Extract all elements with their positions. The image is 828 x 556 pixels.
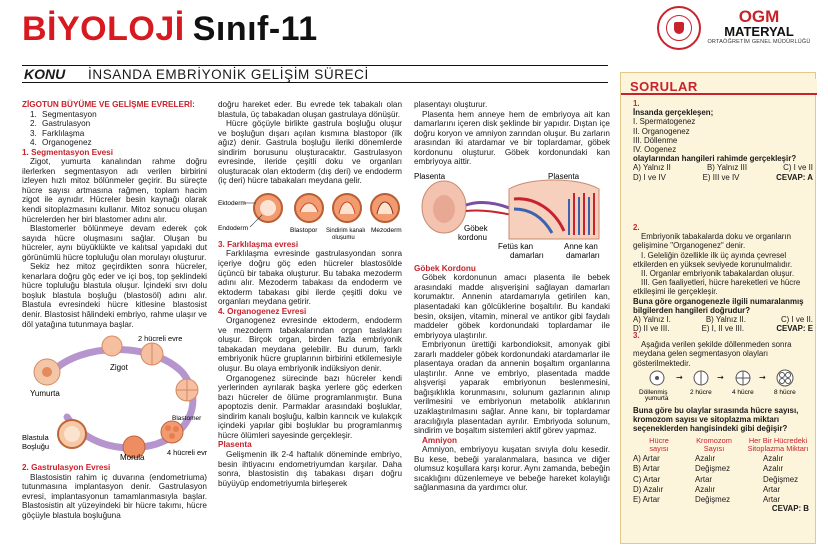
questions-header xyxy=(621,79,817,95)
label-blastomer: Blastomer xyxy=(172,415,202,423)
options-row xyxy=(633,315,813,324)
stage-list-item xyxy=(22,119,207,129)
label-zygote: Zigot xyxy=(110,363,128,373)
paragraph: Embriyonun ürettiği karbondioksit, amonyak gibi zararlı maddeler göbek kordonundaki atardamarlar ile plasentaya oradan da annenin boşaltım organlarına ulaştırılır. Anne ve embriyo, plasentada madde alışverişi yaparak embriyonun beslenmesini, bağışıklıkla korunmasını, solunum gazlarının alınıp verilmesini ve embriyonun metabolik atıklarının uzaklaştırılmasını sağlar. Anne kanı, bir toplardamar aracılığıyla plasentadan ayrılır. Embriyoda solunum, sindirim ve boşaltım sistemleri aktif görev yapmaz. xyxy=(414,340,610,436)
option[interactable]: A) Yalnız II xyxy=(633,163,671,173)
table-cell: Azalır xyxy=(695,454,716,464)
paragraph: Blastosistin rahim iç duvarına (endometriuma) tutunmasına implantasyon denir. Gastrulasyon evresi, implantasyonun tamamlanmasıyla başlar. Blastosistin alt yüzeyindeki bir hücre takımı, hücre göçüyle blastula boşluğuna xyxy=(22,472,207,520)
page-title xyxy=(22,10,318,49)
question-number: 3. xyxy=(633,331,640,340)
paragraph: Organogenez sürecinde bazı hücreler kendi yerlerinden ayrılarak başka yerlere göç ederken bazı hücreler de ölüme programlanmıştır. Buna apoptozis denir. Parmaklar arasındaki boşluklar, sindirim kanalı boşluğu, kalbin karıncık ve kulakçık içindeki yapılar gibi boşluklar bu programlanmış hücre ölümleri sayesinde gerçekleşir. xyxy=(218,373,402,440)
list-number: 2. xyxy=(30,119,37,129)
question-item: I. Spermatogenez xyxy=(633,117,696,127)
table-cell: Artar xyxy=(695,474,713,484)
text-column-2 xyxy=(218,100,402,488)
option[interactable]: C) I ve II. xyxy=(780,315,813,325)
question-item: III. Gen faaliyetleri, hücre hareketleri ve hücre etkileşimi ile gerçekleşir. xyxy=(633,278,801,297)
option[interactable]: D) I ve IV xyxy=(633,172,666,182)
option[interactable]: B) Yalnız III xyxy=(706,163,748,173)
list-number: 3. xyxy=(30,128,37,138)
question-2 xyxy=(633,223,813,333)
question-ask: olaylarından hangileri rahimde gerçekleşir? xyxy=(633,154,797,164)
label-ectoderm: Ektoderm xyxy=(218,199,246,207)
svg-text:→: → xyxy=(759,372,766,382)
answer-key: CEVAP: A xyxy=(776,172,813,182)
paragraph: Farklılaşma evresinde gastrulasyondan sonra içeriye doğru göç eden hücreler blastosölde üçüncü bir tabaka oluşturur. Bu tabaka mezoderm adını alır. Mezoderm tabakası da endoderm ve ektoderm tabakası gibi ilerde çeşitli doku ve organları meydana getirir. xyxy=(218,249,402,307)
paragraph: Hücre göçüyle birlikte gastrula boşluğu oluşur ve boşluğun dışarı açılan kısmına blastopor (ilk ağız) denir. Gastrula boşluğu ileriki dönemlerde sindirim borusunu oluşturacaktır. Gastrulasyon evresinde, ileride çeşitli doku ve organları oluşturacak olan ektoderm (dış deri) ve endoderm (iç deri) hücre tabakaları meydana gelir. xyxy=(218,119,402,186)
paragraph: Amniyon, embriyoyu kuşatan sıvıyla dolu kesedir. Bu kese, bebeği yaralanmalara, basınca ve diğer olumsuz koşullara karşı korur. Aynı zamanda, bebeğin sıcaklığını düzenlemeye ve bebeğe hareket kolaylığı sağlanmasına da yardımcı olur. xyxy=(414,445,610,493)
table-cell: Artar xyxy=(763,495,781,505)
label-maternal-vessels: Anne kan damarları xyxy=(564,241,600,260)
gastrulation-figure xyxy=(218,190,402,240)
question-number: 2. xyxy=(633,223,640,232)
paragraph: Plasenta hem anneye hem de embriyoya ait kan damarlarını içeren disk şeklinde bir yapıdır. Dıştan içe doğru koryon ve amniyon zarından oluşur. Bu zarların arasından iki atardamar ve bir toplardamar, göbek kordonunu oluşturur. Göbek kordonundaki kan embriyoya aittir. xyxy=(414,109,610,167)
option[interactable]: D) Azalır xyxy=(633,484,664,494)
list-text: Organogenez xyxy=(42,138,92,148)
placenta-diagram xyxy=(414,169,610,261)
brand-line2: MATERYAL xyxy=(724,24,794,39)
subheading-placenta: Plasenta xyxy=(218,440,252,450)
svg-text:→: → xyxy=(676,372,683,382)
stage-list-item xyxy=(22,110,207,120)
subheading-amnion: Amniyon xyxy=(422,435,458,445)
table-header: Kromozom Sayısı xyxy=(696,435,732,453)
question-item: III. Döllenme xyxy=(633,135,678,145)
text-column-1 xyxy=(22,100,207,520)
table-header: Her Bir Hücredeki Sitoplazma Miktarı xyxy=(747,435,809,453)
table-header: Hücre sayısı xyxy=(649,435,669,453)
label-blastopore: Blastopor xyxy=(290,226,318,234)
paragraph: Zigot, yumurta kanalından rahme doğru ilerlerken segmentasyon adı verilen birbirini izleyen hızlı mitoz bölünmeler geçirir. Bu süreçte hücre sayısı artmasına rağmen, toplam hacim zigot ile aynıdır. Hücreler besin kaynağı olarak kendi sitoplazmasını kullanır. Mitoz sonucu oluşan hücrelerden her biri blastomer adını alır. xyxy=(22,157,207,224)
label-two-cell: 2 hücreli evre xyxy=(138,334,183,344)
topic-label: KONU xyxy=(24,66,66,82)
option[interactable]: D) II ve III. xyxy=(633,324,670,334)
stage-list-item xyxy=(22,129,207,139)
stage-list-item xyxy=(22,138,207,148)
option[interactable]: A) Yalnız I. xyxy=(633,315,671,325)
ministry-seal-icon xyxy=(657,6,701,50)
option[interactable]: C) I ve II xyxy=(783,163,813,173)
question-intro: İnsanda gerçekleşen; xyxy=(633,108,714,118)
list-number: 4. xyxy=(30,138,37,148)
placenta-figure xyxy=(414,169,610,261)
options-row xyxy=(633,163,813,172)
question-item: II. Organlar embriyonik tabakalardan oluşur. xyxy=(641,269,795,279)
label-morula: Morula xyxy=(120,453,145,461)
list-text: Gastrulasyon xyxy=(42,119,91,129)
paragraph: Blastomerler bölünmeye devam ederek çok sayıda hücre oluşmasını sağlar. Oluşan bu hücreler, aynı büyüklükte ve kalıtsal yapıdaki dut görünümlü hücre topluluğu olan morulayı oluşturur. xyxy=(22,224,207,262)
table-cell: Azalır xyxy=(695,484,716,494)
question-1 xyxy=(633,99,813,182)
table-cell: Değişmez xyxy=(695,464,731,474)
question-ask: Buna göre bu olaylar sırasında hücre sayısı, kromozom sayısı ve sitoplazma miktarı seçeneklerden hangisindeki gibi değişir? xyxy=(633,406,799,434)
text-column-3 xyxy=(414,100,610,493)
brand-line1: OGM xyxy=(738,7,780,26)
question-intro: Embriyonik tabakalarda doku ve organların gelişimine "Organogenez" denir. xyxy=(633,232,792,251)
answer-key: CEVAP: B xyxy=(771,504,809,514)
title-subject: BİYOLOJİ xyxy=(22,10,185,48)
label-placenta-right: Plasenta xyxy=(548,171,580,181)
table-cell: Azalır xyxy=(763,464,784,474)
label-endoderm: Endoderm xyxy=(218,224,248,232)
option[interactable]: E) III ve IV xyxy=(702,172,740,182)
paragraph: Organogenez evresinde ektoderm, endoderm ve mezoderm tabakalarından organ taslakları oluşur. Birçok organ, birden fazla embriyonik tabakadan meydana gelebilir. Bu durum, farklı embriyonik hücre gruplarının birbirini etkilemesiyle oluşur. Bu olaya embriyonik indüksiyon denir. xyxy=(218,316,402,374)
option[interactable]: A) Artar xyxy=(633,454,660,464)
brand-line3: ORTAÖĞRETİM GENEL MÜDÜRLÜĞÜ xyxy=(707,39,811,45)
stage-label: 8 hücre xyxy=(774,388,796,396)
subheading-umbilical: Göbek Kordonu xyxy=(414,263,476,273)
option[interactable]: E) I, II ve III. xyxy=(701,324,745,334)
questions-title: SORULAR xyxy=(630,79,698,94)
option[interactable]: B) Artar xyxy=(633,464,660,474)
subheading-differentiation: 3. Farklılaşma evresi xyxy=(218,239,299,249)
questions-panel xyxy=(620,72,816,544)
brand-logo xyxy=(706,8,812,45)
question-ask: Buna göre organogenezle ilgili numaralanmış bilgilerden hangileri doğrudur? xyxy=(633,296,804,315)
stage-label: Döllenmiş yumurta xyxy=(639,388,669,402)
option[interactable]: E) Artar xyxy=(633,495,660,505)
subheading-segmentation: 1. Segmentasyon Evesi xyxy=(22,147,114,157)
topic-title: İNSANDA EMBRİYONİK GELİŞİM SÜRECİ xyxy=(88,67,369,82)
title-grade: Sınıf-11 xyxy=(192,10,318,48)
stage-label: 4 hücre xyxy=(732,388,754,396)
question-intro: Aşağıda verilen şekilde döllenmeden sonra meydana gelen segmentasyon olayları gösterilmektedir. xyxy=(633,340,792,368)
list-text: Segmentasyon xyxy=(42,109,97,119)
label-four-cell: 4 hücreli evre xyxy=(167,448,207,458)
topic-bar xyxy=(22,65,608,83)
list-text: Farklılaşma xyxy=(42,128,85,138)
paragraph: plasentayı oluşturur. xyxy=(414,100,488,109)
label-egg: Yumurta xyxy=(30,389,60,399)
answer-table xyxy=(633,437,813,505)
gastrulation-diagram xyxy=(218,190,402,240)
question-item: IV. Oogenez xyxy=(633,145,677,155)
paragraph: Gelişmenin ilk 2-4 haftalık döneminde embriyo, besin ihtiyacını endometriyumdan karşılar. Daha sonra, blastosistin dış tabakası dışarı doğru büyüyüp endometriyumla birleşerek xyxy=(218,449,402,488)
table-cell: Değişmez xyxy=(763,474,799,484)
question-items xyxy=(633,117,813,154)
label-umbilical-cord: Göbek kordonu xyxy=(458,223,488,242)
table-cell: Değişmez xyxy=(695,495,731,505)
label-fetal-vessels: Fetüs kan damarları xyxy=(498,241,544,260)
stage-label: 2 hücre xyxy=(690,388,712,396)
table-cell: Azalır xyxy=(763,454,784,464)
stage-list xyxy=(22,110,207,148)
segmentation-figure xyxy=(22,332,207,460)
paragraph: Göbek kordonunun amacı plasenta ile bebek arasındaki madde alışverişini sağlayan damarları korumaktır. Annenin atardamarıyla getirilen kan, plasentadaki kan gölcüklerine boşaltılır. Bu kandaki besin, oksijen, vitamin, mineral ve antikor gibi faydalı maddeler göbek kordonundaki toplardamar ile embriyoya ulaştırılır. xyxy=(414,273,610,340)
segmentation-diagram xyxy=(22,332,207,460)
page-header xyxy=(0,0,828,62)
option[interactable]: C) Artar xyxy=(633,474,661,484)
question-3 xyxy=(633,331,813,513)
svg-text:→: → xyxy=(717,372,724,382)
question-item: I. Geleliğin özellikle ilk üç ayında çevresel etkilerden en yüksek seviyede korunulmalıdır. xyxy=(633,250,793,269)
paragraph: doğru hareket eder. Bu evrede tek tabakalı olan blastula, üç tabakadan oluşan gastrulaya dönüşür. xyxy=(218,100,402,119)
paragraph: Sekiz hez mitoz geçirdikten sonra hücreler, kenarlara doğru göç eder ve içi boş, top şeklindeki hücre topluluğu blastula oluşur. İçindeki sıvı dolu boşluk blastula boşluğu (blastosöl) adını alır. Blastula evresindeki hücre kitlesine blastosist denir. Blastosist hâlindeki embriyo, rahme ulaşır ve döl yatağına tutunmaya başlar. xyxy=(22,262,207,329)
option[interactable]: B) Yalnız II. xyxy=(705,315,746,325)
label-blastula: Blastula Boşluğu xyxy=(22,433,50,452)
question-items xyxy=(633,251,813,297)
subheading-organogenesis: 4. Organogenez Evresi xyxy=(218,306,307,316)
label-placenta-left: Plasenta xyxy=(414,171,446,181)
options-row xyxy=(633,173,813,182)
question-number: 1. xyxy=(633,99,640,108)
segmentation-stages-diagram xyxy=(633,368,813,402)
table-cell: Artar xyxy=(763,484,781,494)
section-heading: ZİGOTUN BÜYÜME VE GELİŞME EVRELERİ: xyxy=(22,100,195,109)
label-mesoderm: Mezoderm xyxy=(371,226,402,234)
question-item: II. Organogenez xyxy=(633,126,690,136)
subheading-gastrulation: 2. Gastrulasyon Evresi xyxy=(22,463,111,473)
answer-key: CEVAP: E xyxy=(776,324,813,334)
list-number: 1. xyxy=(30,109,37,119)
label-digestive: Sindirim kanalı oluşumu xyxy=(326,227,366,240)
